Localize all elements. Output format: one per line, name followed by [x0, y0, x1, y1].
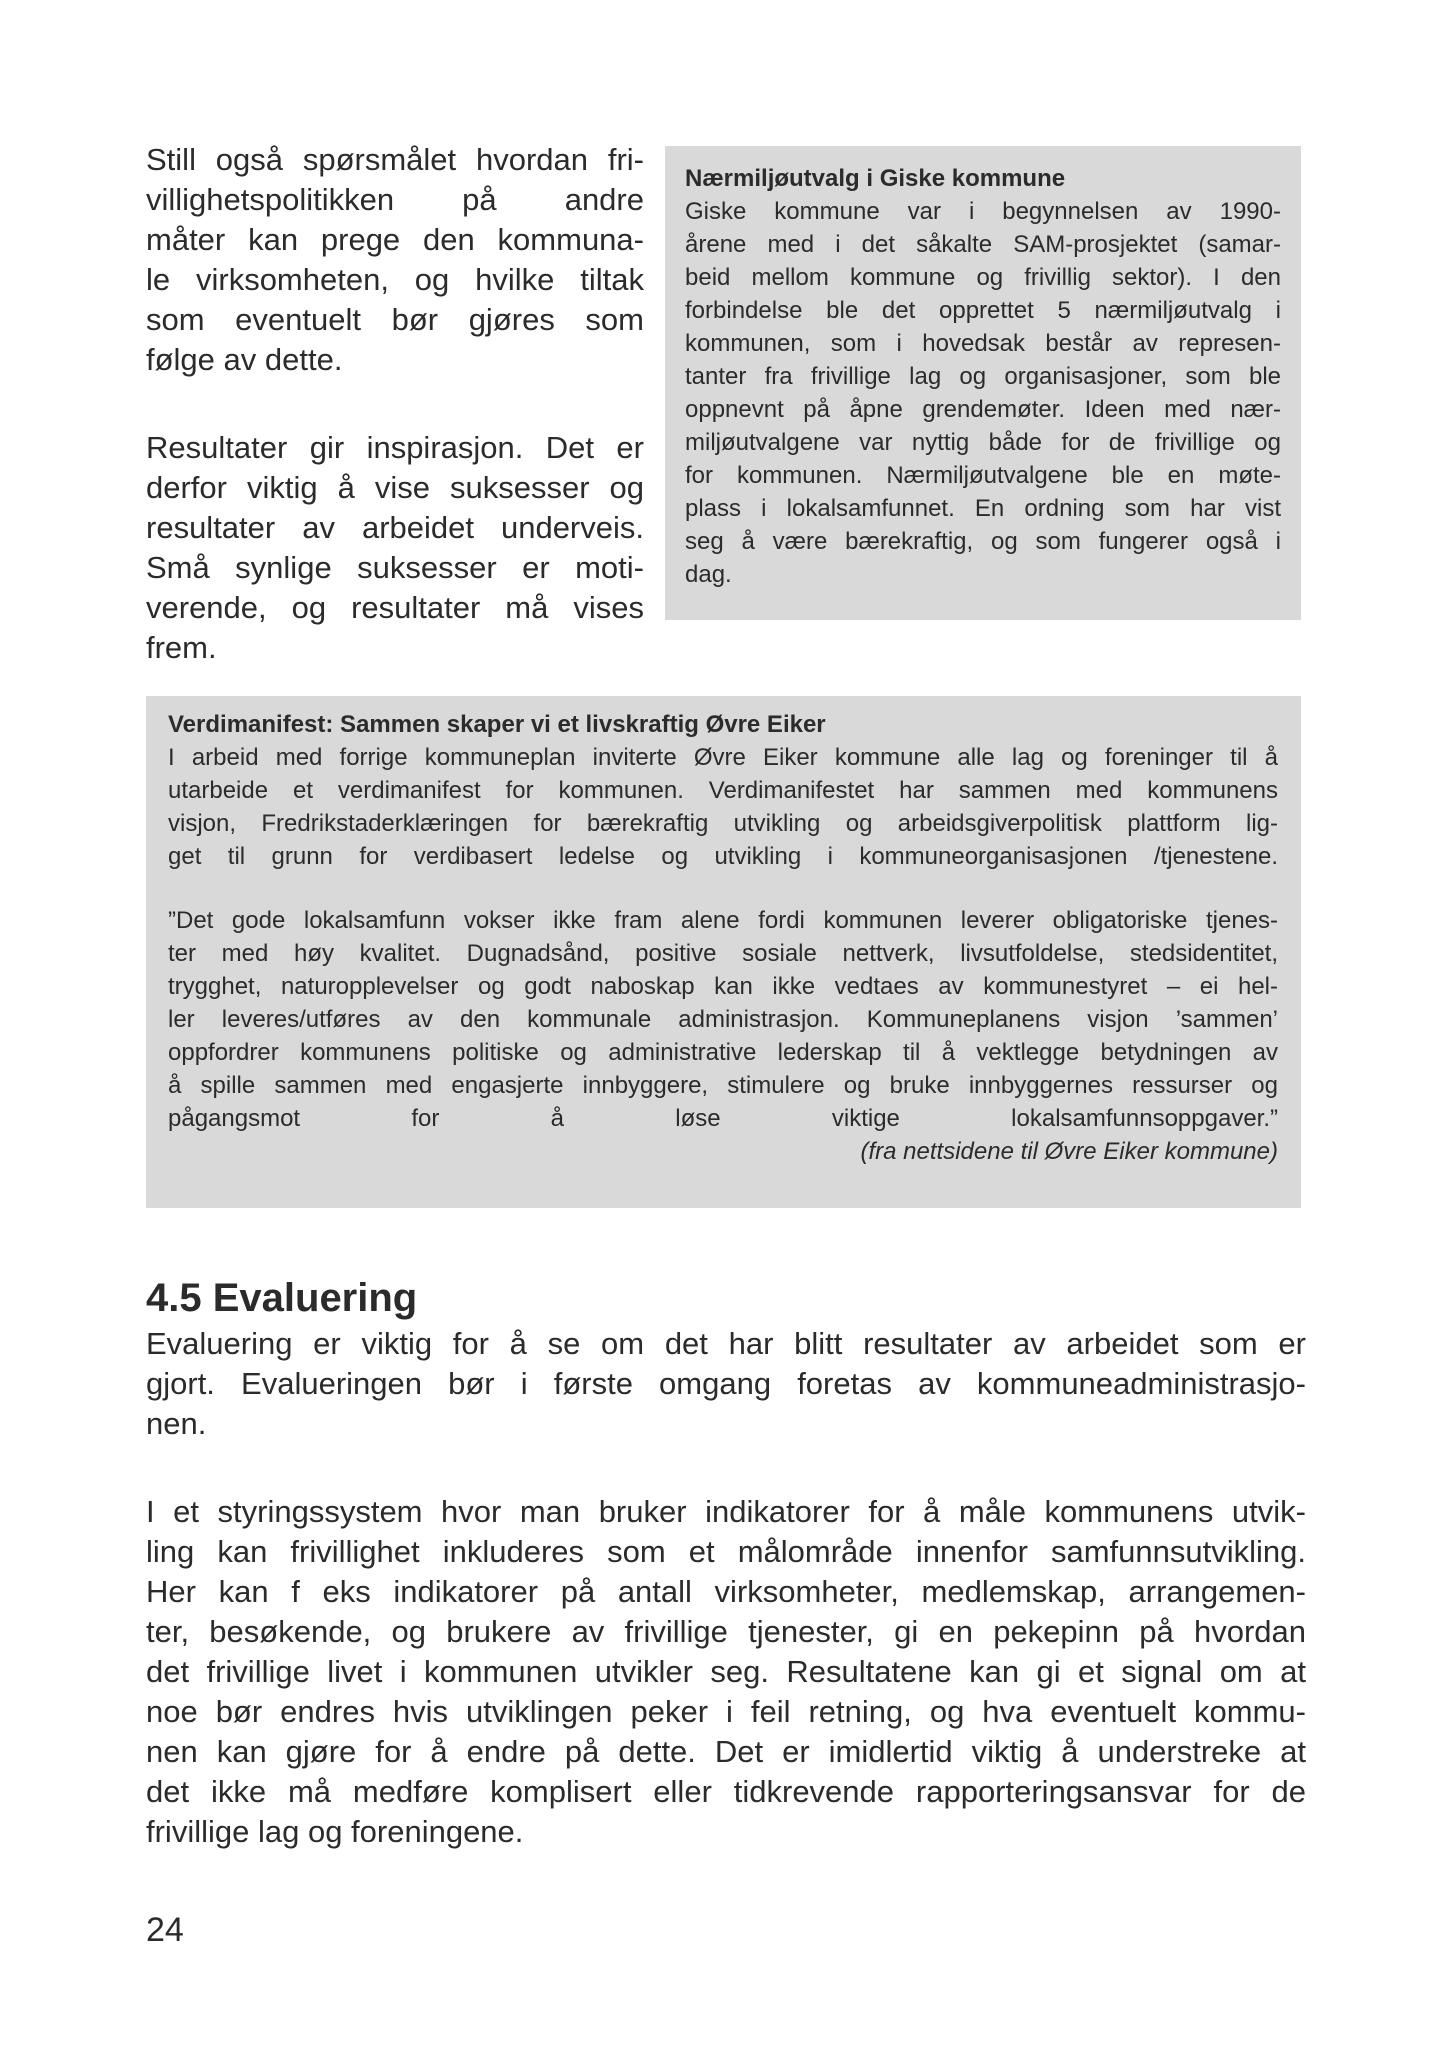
text-line: Evaluering er viktig for å se om det har blitt resultater av arbeidet som er	[146, 1326, 1306, 1361]
text-line: Giske kommune var i begynnelsen av 1990-	[685, 198, 1281, 225]
text-line: utarbeide et verdimanifest for kommunen. Verdimanifestet har sammen med kommunens	[168, 777, 1278, 804]
text-line: I et styringssystem hvor man bruker indikatorer for å måle kommunens utvik-	[146, 1494, 1306, 1529]
text-line: ling kan frivillighet inkluderes som et målområde innenfor samfunnsutvikling.	[146, 1534, 1306, 1569]
page-number: 24	[146, 1911, 184, 1949]
quote-line: ”Det gode lokalsamfunn vokser ikke fram alene fordi kommunen leverer obligatoriske tjenes-	[168, 907, 1278, 934]
text-line: beid mellom kommune og frivillig sektor). I den	[685, 264, 1281, 291]
text-line: resultater av arbeidet underveis.	[146, 510, 644, 545]
text-line: årene med i det såkalte SAM-prosjektet (samar-	[685, 231, 1281, 258]
text-line: visjon, Fredrikstaderklæringen for bærekraftig utvikling og arbeidsgiverpolitisk plattform lig-	[168, 810, 1278, 837]
quote-line: ter med høy kvalitet. Dugnadsånd, positive sosiale nettverk, livsutfoldelse, stedsidentitet,	[168, 940, 1278, 967]
giske-info-box	[665, 146, 1301, 620]
text-line: nen kan gjøre for å endre på dette. Det er imidlertid viktig å understreke at	[146, 1734, 1306, 1769]
text-line: frem.	[146, 630, 217, 665]
text-line: villighetspolitikken på andre	[146, 182, 644, 217]
section-heading: 4.5 Evaluering	[146, 1276, 418, 1320]
quote-line: oppfordrer kommunens politiske og administrative lederskap til å vektlegge betydningen av	[168, 1039, 1278, 1066]
text-line: le virksomheten, og hvilke tiltak	[146, 262, 644, 297]
quote-line: ler leveres/utføres av den kommunale administrasjon. Kommuneplanens visjon ’sammen’	[168, 1006, 1278, 1033]
giske-box-title: Nærmiljøutvalg i Giske kommune	[685, 165, 1066, 192]
verdimanifest-box-title: Verdimanifest: Sammen skaper vi et livskraftig Øvre Eiker	[168, 711, 826, 738]
text-line: seg å være bærekraftig, og som fungerer også i	[685, 528, 1281, 555]
text-line: for kommunen. Nærmiljøutvalgene ble en møte-	[685, 462, 1281, 489]
quote-line: trygghet, naturopplevelser og godt naboskap kan ikke vedtaes av kommunestyret – ei hel-	[168, 973, 1278, 1000]
text-line: plass i lokalsamfunnet. En ordning som har vist	[685, 495, 1281, 522]
text-line: dag.	[685, 561, 732, 588]
text-line: måter kan prege den kommuna-	[146, 222, 644, 257]
text-line: det ikke må medføre komplisert eller tidkrevende rapporteringsansvar for de	[146, 1774, 1306, 1809]
text-line: nen.	[146, 1406, 207, 1441]
text-line: Still også spørsmålet hvordan fri-	[146, 142, 644, 177]
text-line: kommunen, som i hovedsak består av represen-	[685, 330, 1281, 357]
text-line: forbindelse ble det opprettet 5 nærmiljøutvalg i	[685, 297, 1281, 324]
text-line: tanter fra frivillige lag og organisasjoner, som ble	[685, 363, 1281, 390]
text-line: I arbeid med forrige kommuneplan inviterte Øvre Eiker kommune alle lag og foreninger til å	[168, 744, 1278, 771]
text-line: Resultater gir inspirasjon. Det er	[146, 430, 644, 465]
text-line: som eventuelt bør gjøres som	[146, 302, 644, 337]
quote-line: pågangsmot for å løse viktige lokalsamfunnsoppgaver.”	[168, 1105, 1278, 1132]
text-line: miljøutvalgene var nyttig både for de frivillige og	[685, 429, 1281, 456]
text-line: oppnevnt på åpne grendemøter. Ideen med nær-	[685, 396, 1281, 423]
quote-source: (fra nettsidene til Øvre Eiker kommune)	[860, 1138, 1278, 1165]
text-line: Små synlige suksesser er moti-	[146, 550, 644, 585]
text-line: verende, og resultater må vises	[146, 590, 644, 625]
text-line: noe bør endres hvis utviklingen peker i feil retning, og hva eventuelt kommu-	[146, 1694, 1306, 1729]
text-line: ter, besøkende, og brukere av frivillige tjenester, gi en pekepinn på hvordan	[146, 1614, 1306, 1649]
text-line: Her kan f eks indikatorer på antall virksomheter, medlemskap, arrangemen-	[146, 1574, 1306, 1609]
text-line: følge av dette.	[146, 342, 343, 377]
verdimanifest-box	[146, 696, 1301, 1208]
text-line: derfor viktig å vise suksesser og	[146, 470, 644, 505]
quote-line: å spille sammen med engasjerte innbyggere, stimulere og bruke innbyggernes ressurser og	[168, 1072, 1278, 1099]
text-line: frivillige lag og foreningene.	[146, 1814, 524, 1849]
text-line: get til grunn for verdibasert ledelse og utvikling i kommuneorganisasjonen /tjenestene.	[168, 843, 1278, 870]
text-line: gjort. Evalueringen bør i første omgang foretas av kommuneadministrasjo-	[146, 1366, 1306, 1401]
text-line: det frivillige livet i kommunen utvikler seg. Resultatene kan gi et signal om at	[146, 1654, 1306, 1689]
